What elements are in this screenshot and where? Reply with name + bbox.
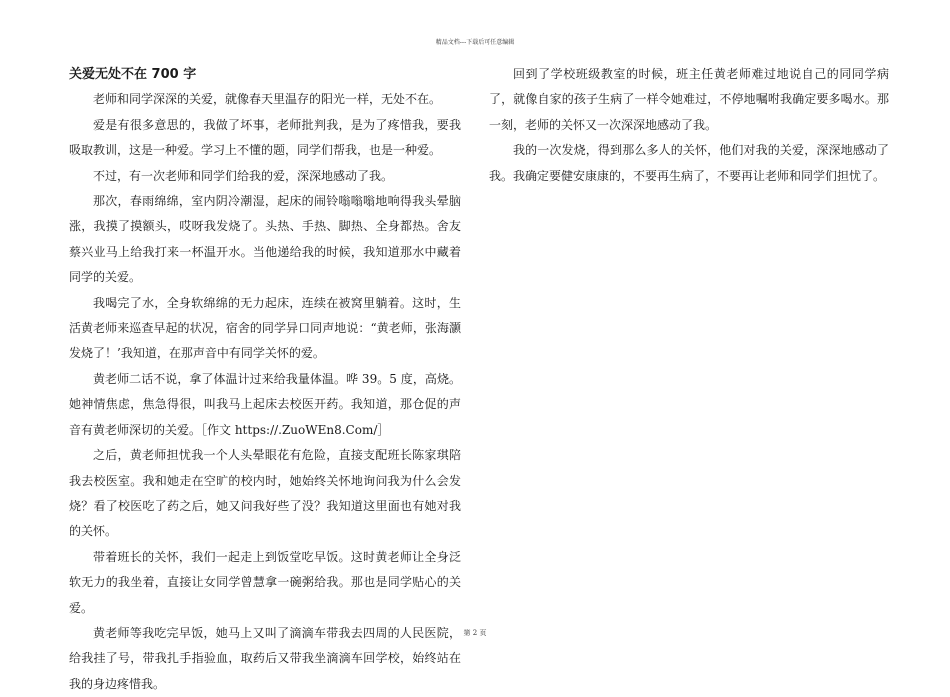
right-column [489,62,889,189]
paragraph: 带着班长的关怀，我们一起走上到饭堂吃早饭。这时黄老师让全身泛软无力的我坐着，直接让女同学曾慧拿一碗粥给我。那也是同学贴心的关爱。 [69,549,461,615]
article-title: 关爱无处不在 700 字 [69,67,197,82]
paragraph: 回到了学校班级教室的时候，班主任黄老师难过地说自己的同同学病了，就像自家的孩子生病了一样令她难过，不停地嘱咐我确定要多喝水。那一刻，老师的关怀又一次深深地感动了我。 [489,67,889,132]
paragraph: 那次，春雨绵绵，室内阴冷潮湿，起床的闹铃嗡嗡嗡地响得我头晕脑涨，我摸了摸额头，哎呀我发烧了。头热、手热、脚热、全身都热。舍友蔡兴业马上给我打来一杯温开水。当他递给我的时候，我知道那水中藏着同学的关爱。 [69,194,461,285]
left-column [69,62,461,697]
paragraph: 爱是有很多意思的，我做了坏事，老师批判我，是为了疼惜我，要我吸取教训，这是一种爱。学习上不懂的题，同学们帮我，也是一种爱。 [69,117,461,158]
paragraph: 黄老师等我吃完早饭，她马上又叫了滴滴车带我去四周的人民医院，给我挂了号，带我扎手指验血，取药后又带我坐滴滴车回学校，始终站在我的身边疼惜我。 [69,625,461,691]
page-number: 第 2 页 [463,629,487,637]
paragraph: 黄老师二话不说，拿了体温计过来给我量体温。哗 39。5 度，高烧。她神情焦虑，焦急得很，叫我马上起床去校医开药。我知道，那仓促的声音有黄老师深切的关爱。［作文 https://.ZuoWEn8.Com/］ [69,371,461,437]
paragraph: 老师和同学深深的关爱，就像春天里温存的阳光一样，无处不在。 [93,92,442,107]
paragraph: 我喝完了水，全身软绵绵的无力起床，连续在被窝里躺着。这时，生活黄老师来巡查早起的状况，宿舍的同学异口同声地说：“黄老师，张海灏发烧了！’我知道，在那声音中有同学关怀的爱。 [69,295,461,361]
paragraph: 我的一次发烧，得到那么多人的关怀，他们对我的关爱，深深地感动了我。我确定要健安康康的，不要再生病了，不要再让老师和同学们担忧了。 [489,143,889,183]
paragraph: 之后，黄老师担忧我一个人头晕眼花有危险，直接支配班长陈家琪陪我去校医室。我和她走在空旷的校内时，她始终关怀地询问我为什么会发烧？看了校医吃了药之后，她又问我好些了没？我知道这里面也有她对我的关怀。 [69,448,461,539]
page-header: 精品文档---下载后可任意编辑 [435,39,515,46]
paragraph: 不过，有一次老师和同学们给我的爱，深深地感动了我。 [93,168,394,183]
